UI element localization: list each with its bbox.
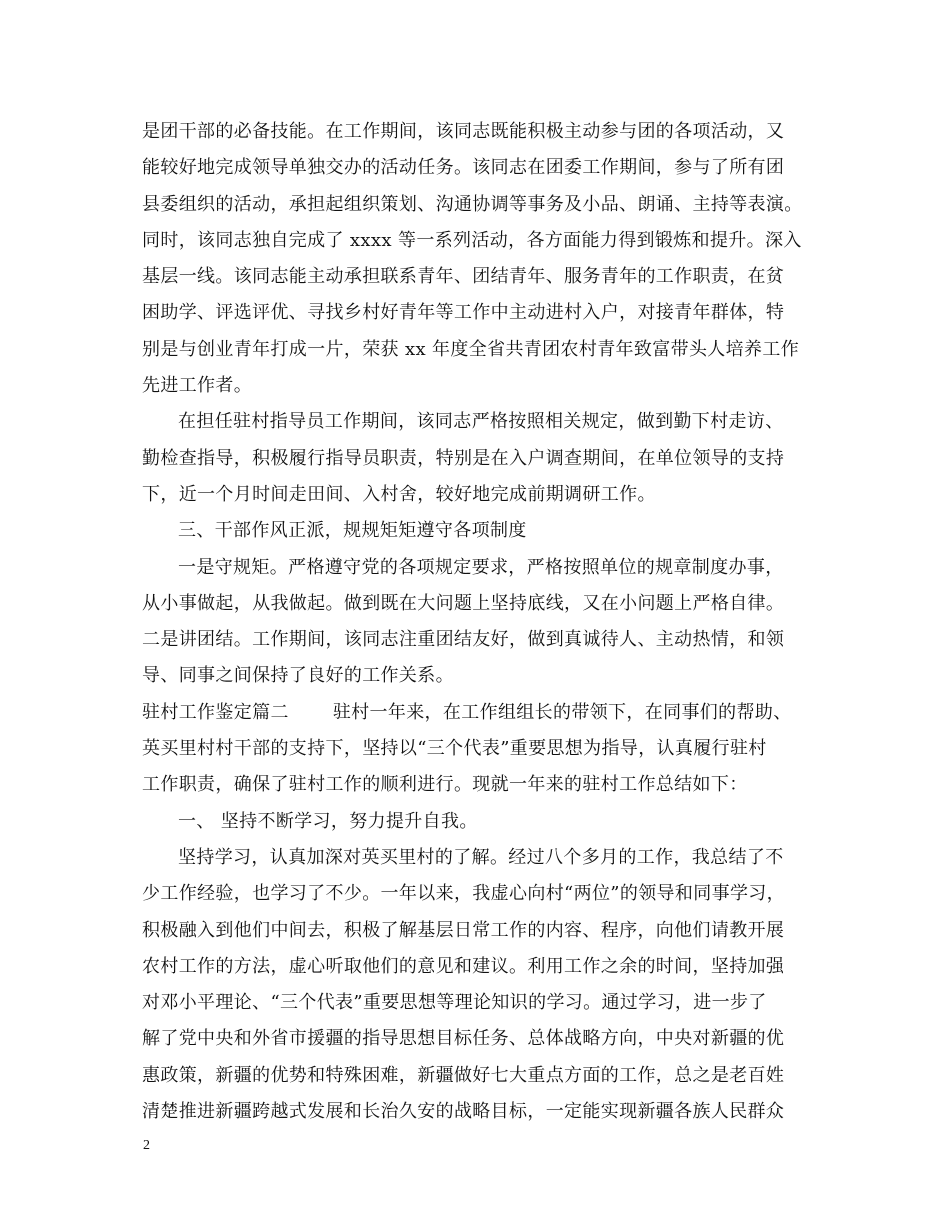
text-line: 英买里村村干部的支持下，坚持以“三个代表”重要思想为指导，认真履行驻村 <box>142 738 767 760</box>
text-line: 先进工作者。 <box>142 375 253 397</box>
text-line: 导、同事之间保持了良好的工作关系。 <box>142 665 454 687</box>
text-line: 基层一线。该同志能主动承担联系青年、团结青年、服务青年的工作职责，在贫 <box>142 266 785 288</box>
section-title-line <box>142 695 832 731</box>
text-line: 惠政策，新疆的优势和特殊困难，新疆做好七大重点方面的工作，总之是老百姓 <box>142 1064 785 1086</box>
text-line: 坚持学习，认真加深对英买里村的了解。经过八个多月的工作，我总结了不 <box>178 846 784 868</box>
section-first-text: 驻村一年来，在工作组组长的带领下，在同事们的帮助、 <box>332 701 792 723</box>
body-text <box>142 114 832 1130</box>
text-line: 积极融入到他们中间去，积极了解基层日常工作的内容、程序，向他们请教开展 <box>142 919 785 941</box>
text-line: 清楚推进新疆跨越式发展和长治久安的战略目标，一定能实现新疆各族人民群众 <box>142 1101 785 1123</box>
text-line: 对邓小平理论、“三个代表”重要思想等理论知识的学习。通过学习，进一步了 <box>142 992 767 1014</box>
text-line: 是团干部的必备技能。在工作期间，该同志既能积极主动参与团的各项活动，又 <box>142 121 785 142</box>
page-number: 2 <box>143 1138 150 1153</box>
text-line: 别是与创业青年打成一片，荣获 xx 年度全省共青团农村青年致富带头人培养工作 <box>142 338 800 360</box>
text-line: 从小事做起，从我做起。做到既在大问题上坚持底线，又在小问题上严格自律。 <box>142 592 785 614</box>
text-line: 工作职责，确保了驻村工作的顺利进行。现就一年来的驻村工作总结如下： <box>142 774 748 796</box>
text-line: 少工作经验，也学习了不少。一年以来，我虚心向村“两位”的领导和同事学习， <box>142 883 786 905</box>
text-line: 勤检查指导，积极履行指导员职责，特别是在入户调查期间，在单位领导的支持 <box>142 447 785 469</box>
text-line: 县委组织的活动，承担起组织策划、沟通协调等事务及小品、朗诵、主持等表演。 <box>142 193 803 215</box>
subheading-1: 一、 坚持不断学习，努力提升自我。 <box>178 810 478 832</box>
section-heading-3: 三、干部作风正派，规规矩矩遵守各项制度 <box>178 520 527 542</box>
text-line: 能较好地完成领导单独交办的活动任务。该同志在团委工作期间，参与了所有团 <box>142 157 785 179</box>
section-title: 驻村工作鉴定篇二 <box>142 701 289 723</box>
text-line: 一是守规矩。严格遵守党的各项规定要求，严格按照单位的规章制度办事， <box>178 556 784 578</box>
text-line: 同时，该同志独自完成了 xxxx 等一系列活动，各方面能力得到锻炼和提升。深入 <box>142 229 802 251</box>
text-line: 二是讲团结。工作期间，该同志注重团结友好，做到真诚待人、主动热情，和领 <box>142 629 785 651</box>
text-line: 困助学、评选评优、寻找乡村好青年等工作中主动进村入户，对接青年群体，特 <box>142 302 785 324</box>
text-line: 在担任驻村指导员工作期间，该同志严格按照相关规定，做到勤下村走访、 <box>178 411 784 433</box>
text-line: 下，近一个月时间走田间、入村舍，较好地完成前期调研工作。 <box>142 483 656 505</box>
text-line: 解了党中央和外省市援疆的指导思想目标任务、总体战略方向，中央对新疆的优 <box>142 1028 785 1050</box>
text-line: 农村工作的方法，虚心听取他们的意见和建议。利用工作之余的时间，坚持加强 <box>142 955 785 977</box>
